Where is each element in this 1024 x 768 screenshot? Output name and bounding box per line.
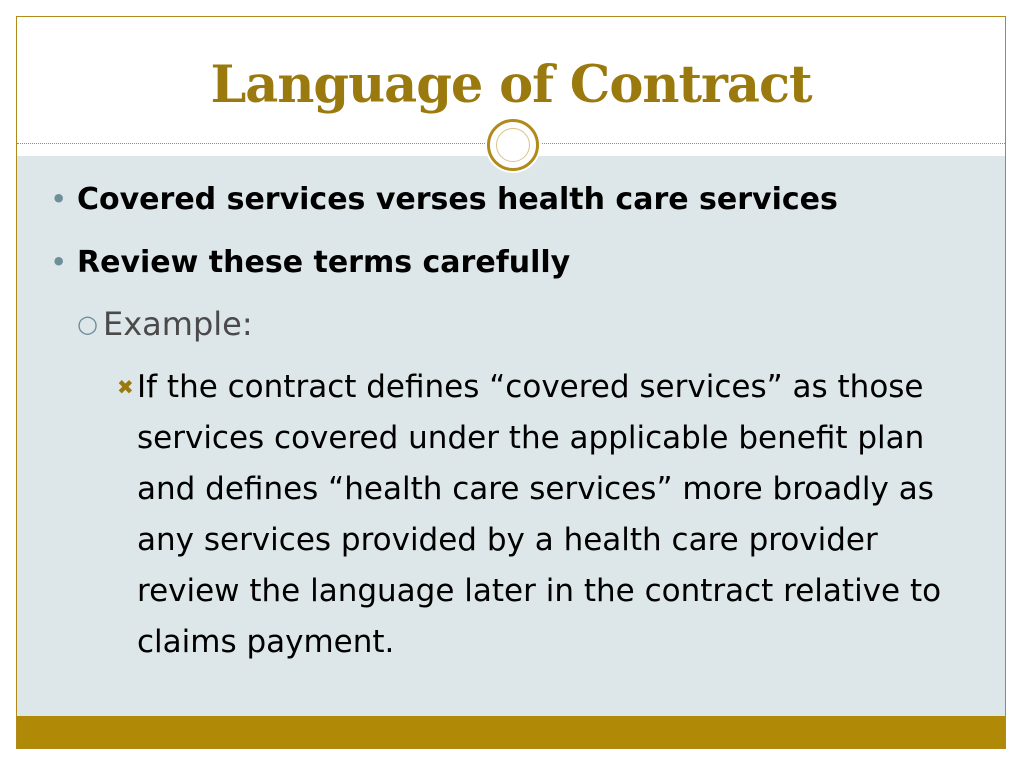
hollow-circle-bullet-icon: ○ xyxy=(77,310,98,338)
detail-item xyxy=(117,362,947,668)
bullet-item xyxy=(51,245,570,280)
round-bullet-icon: • xyxy=(51,248,67,276)
slide-title: Language of Contract xyxy=(210,55,812,115)
detail-text: If the contract defines “covered services” as those services covered under the applicable benefit plan and defines “health care services” more broadly as any services provided by a health care provider review the language later in the contract relative to claims payment. xyxy=(137,369,942,660)
bullet-item xyxy=(51,182,838,217)
round-bullet-icon: • xyxy=(51,185,67,213)
sub-bullet-item xyxy=(77,305,253,343)
sub-bullet-text: Example: xyxy=(103,305,253,343)
bullet-text: Review these terms carefully xyxy=(77,245,571,280)
bullet-text: Covered services verses health care services xyxy=(77,182,838,217)
slide-frame xyxy=(16,16,1006,749)
ornamental-x-bullet-icon: ✖ xyxy=(117,375,134,399)
slide-content xyxy=(17,17,1005,748)
